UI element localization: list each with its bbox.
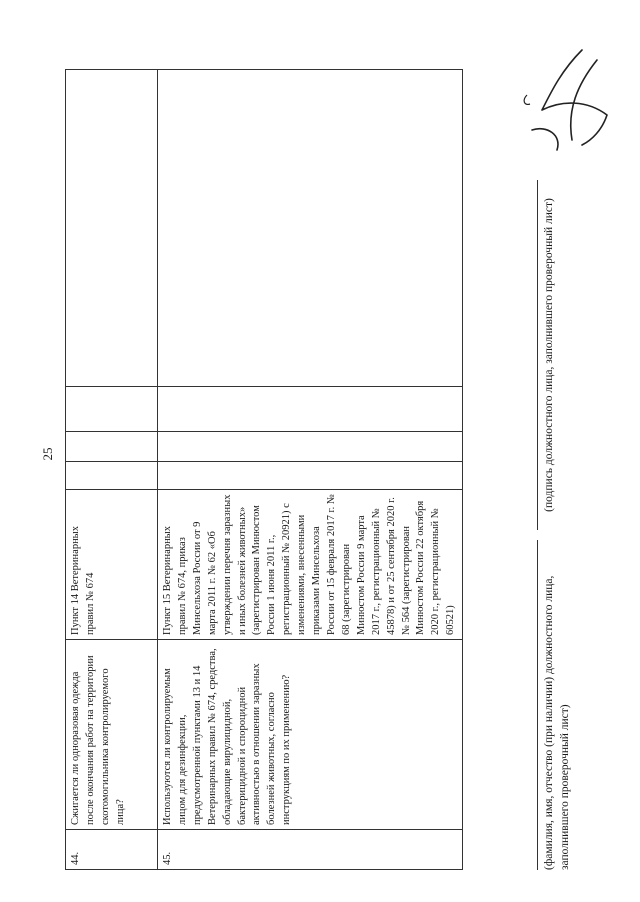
row-number: 45. <box>158 830 463 870</box>
page-number: 25 <box>40 447 55 461</box>
handwritten-signature <box>512 40 622 160</box>
row-number: 44. <box>66 830 158 870</box>
rotated-page <box>65 20 572 870</box>
answer-na-cell <box>66 387 158 432</box>
note-cell <box>66 70 158 387</box>
name-caption: (фамилия, имя, отчество (при наличии) должностного лица, заполнившего проверочный лист) <box>537 540 573 870</box>
table-row <box>66 70 158 870</box>
table-row <box>158 70 463 870</box>
question-cell: Используются ли контролируемым лицом для дезинфекции, предусмотренной пунктами 13 и 14 Ветеринарных правил № 674, средства, обладающие вирулицидной, бактерицидной и спороцидной активностью в отношении заразных болезней животных, согласно инструкциям по их применению? <box>158 640 463 830</box>
answer-no-cell <box>158 432 463 462</box>
answer-no-cell <box>66 432 158 462</box>
signature-caption: (подпись должностного лица, заполнившего проверочный лист) <box>537 180 557 530</box>
checklist-table <box>65 69 463 870</box>
reference-cell: Пункт 14 Ветеринарных правил № 674 <box>66 490 158 640</box>
note-cell <box>158 70 463 387</box>
answer-yes-cell <box>66 462 158 490</box>
reference-cell: Пункт 15 Ветеринарных правил № 674, приказ Минсельхоза России от 9 марта 2011 г. № 62 «Об утверждении перечня заразных и иных болезней животных» (зарегистрирован Минюстом России 1 июня 2011 г., регистрационный № 20921) с изменениями, внесенными приказами Минсельхоза России от 15 февраля 2017 г. № 68 (зарегистрирован Минюстом России 9 марта 2017 г., регистрационный № 45878) и от 25 сентября 2020 г. № 564 (зарегистрирован Минюстом России 22 октября 2020 г., регистрационный № 60521) <box>158 490 463 640</box>
question-cell: Сжигается ли одноразовая одежда после окончания работ на территории скотомогильника контролируемого лица? <box>66 640 158 830</box>
answer-yes-cell <box>158 462 463 490</box>
answer-na-cell <box>158 387 463 432</box>
